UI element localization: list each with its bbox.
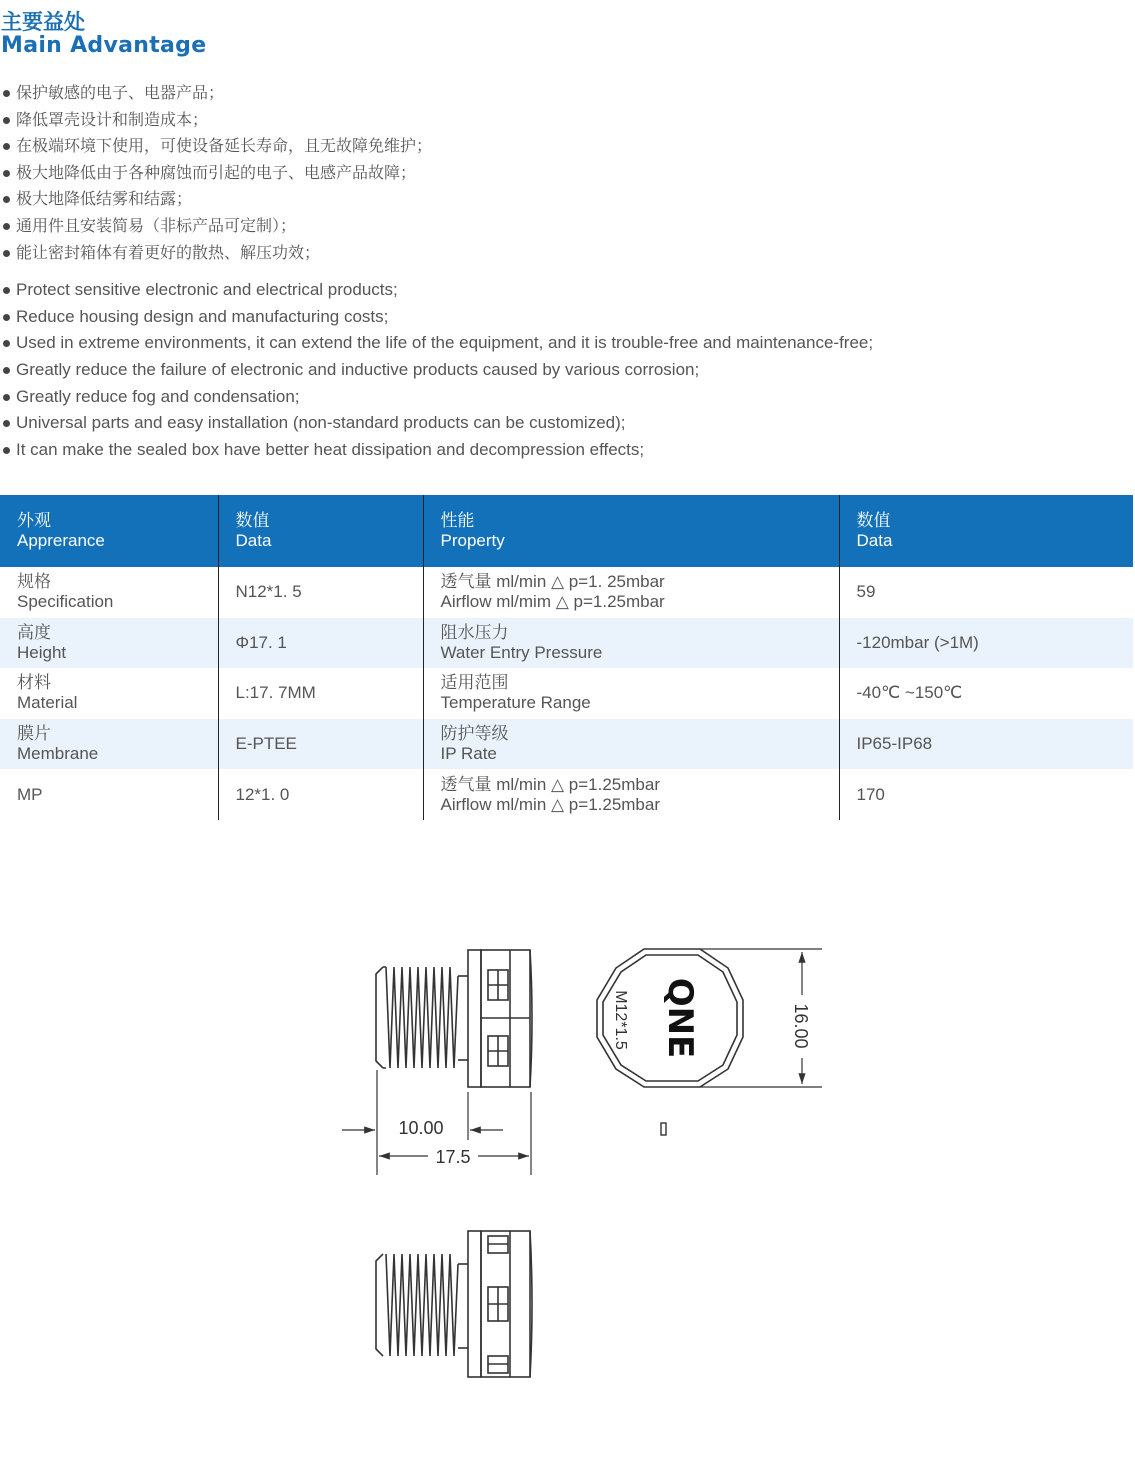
- row-data: L:17. 7MM: [218, 668, 423, 719]
- row-value: -40℃ ~150℃: [839, 668, 1133, 719]
- dim-length-total: 17.5: [435, 1147, 471, 1167]
- small-marker: [661, 1123, 666, 1135]
- side-view-drawing-alt: [376, 1231, 532, 1377]
- row-data: N12*1. 5: [218, 567, 423, 618]
- header-property: 性能 Property: [423, 495, 839, 567]
- row-value: 170: [839, 769, 1133, 820]
- row-label: 规格 Specification: [17, 572, 114, 612]
- list-item: Reduce housing design and manufacturing costs;: [0, 304, 873, 331]
- row-property: 透气量 ml/min △ p=1.25mbar Airflow ml/min △ p=1.25mbar: [423, 769, 839, 820]
- brand-logo: QNE: [660, 977, 700, 1059]
- list-item: 保护敏感的电子、电器产品；: [0, 80, 432, 107]
- heading-cn: 主要益处: [1, 10, 85, 34]
- dim-width: 16.00: [791, 1003, 811, 1049]
- row-label: 膜片 Membrane: [0, 719, 218, 770]
- list-item: Greatly reduce fog and condensation;: [0, 384, 873, 411]
- row-value: -120mbar (>1M): [839, 618, 1133, 669]
- row-value: 59: [839, 567, 1133, 618]
- list-item: 极大地降低结雾和结露；: [0, 186, 432, 213]
- list-item: Protect sensitive electronic and electrical products;: [0, 277, 873, 304]
- header-appearance: 外观 Apprerance: [0, 495, 218, 567]
- header-value: 数值 Data: [839, 495, 1133, 567]
- heading-en: Main Advantage: [1, 33, 207, 58]
- row-property: 防护等级 IP Rate: [423, 719, 839, 770]
- dim-length-short: 10.00: [398, 1118, 444, 1138]
- row-data: Φ17. 1: [218, 618, 423, 669]
- header-data: 数值 Data: [218, 495, 423, 567]
- row-property: 适用范围 Temperature Range: [423, 668, 839, 719]
- list-item: Greatly reduce the failure of electronic and inductive products caused by various corrosion;: [0, 357, 873, 384]
- row-value: IP65-IP68: [839, 719, 1133, 770]
- row-label: MP: [17, 784, 43, 804]
- list-item: 降低罩壳设计和制造成本；: [0, 107, 432, 134]
- list-item: Universal parts and easy installation (non-standard products can be customized);: [0, 410, 873, 437]
- row-data: 12*1. 0: [218, 769, 423, 820]
- list-item: Used in extreme environments, it can extend the life of the equipment, and it is trouble-free and maintenance-free;: [0, 330, 873, 357]
- list-item: 极大地降低由于各种腐蚀而引起的电子、电感产品故障；: [0, 160, 432, 187]
- side-view-drawing: [376, 950, 532, 1087]
- list-item: 能让密封箱体有着更好的散热、解压功效；: [0, 240, 432, 267]
- row-label: 高度 Height: [0, 618, 218, 669]
- thread-label: M12*1.5: [612, 990, 629, 1050]
- row-data: E-PTEE: [218, 719, 423, 770]
- row-property: 阻水压力 Water Entry Pressure: [423, 618, 839, 669]
- list-item: 通用件且安装简易（非标产品可定制）；: [0, 213, 432, 240]
- list-item: It can make the sealed box have better heat dissipation and decompression effects;: [0, 437, 873, 464]
- list-item: 在极端环境下使用，可使设备延长寿命，且无故障免维护；: [0, 133, 432, 160]
- row-label: 材料 Material: [17, 673, 78, 713]
- row-property: 透气量 ml/min △ p=1. 25mbar Airflow ml/mim △ p=1.25mbar: [423, 567, 839, 618]
